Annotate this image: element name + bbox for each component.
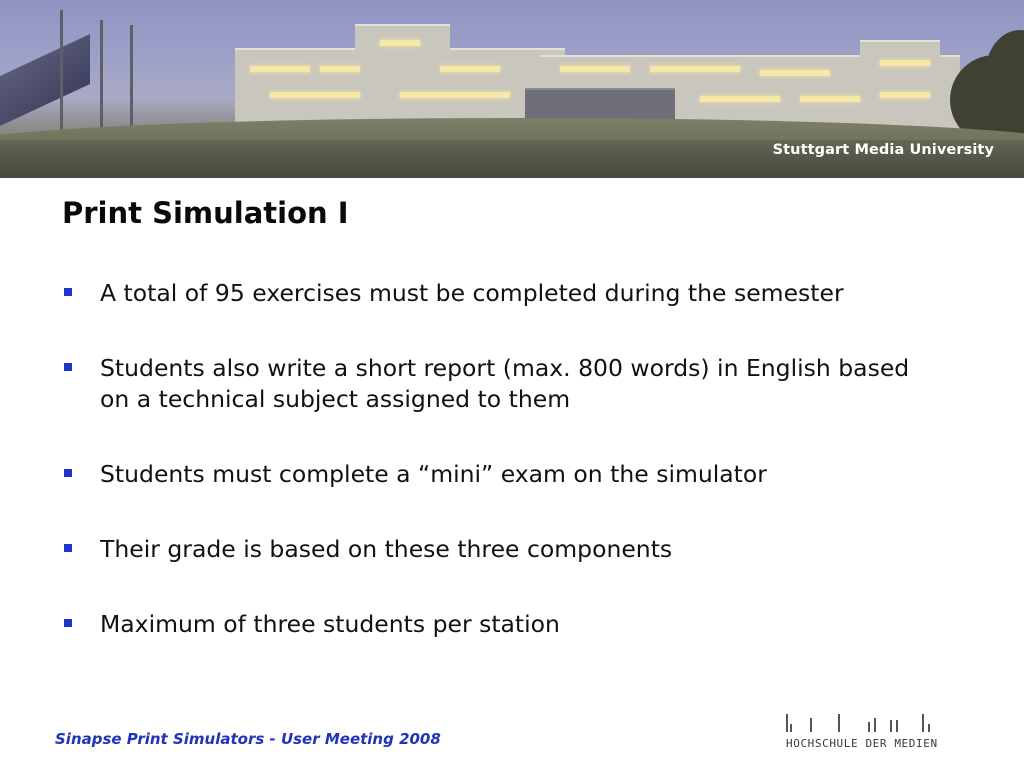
- bullet-text: A total of 95 exercises must be completed during the semester: [100, 279, 844, 307]
- banner-window-light: [440, 66, 500, 72]
- university-logo: [786, 712, 976, 752]
- banner-building: [860, 40, 940, 127]
- footer-event-title: Sinapse Print Simulators - User Meeting 2008: [55, 730, 441, 748]
- bullet-item: [62, 534, 942, 565]
- banner-window-light: [700, 96, 780, 102]
- logo-mark: [810, 718, 812, 732]
- banner-window-light: [560, 66, 630, 72]
- banner-window-light: [380, 40, 420, 46]
- banner-building: [235, 48, 565, 128]
- bullet-item: [62, 353, 942, 415]
- logo-marks: [786, 712, 976, 732]
- logo-mark: [786, 714, 788, 732]
- institution-name: Stuttgart Media University: [772, 142, 994, 158]
- square-bullet-icon: [64, 363, 72, 371]
- logo-mark: [838, 714, 840, 732]
- logo-mark: [922, 714, 924, 732]
- bullet-item: [62, 459, 942, 490]
- bullet-text: Maximum of three students per station: [100, 610, 560, 638]
- banner-window-light: [320, 66, 360, 72]
- square-bullet-icon: [64, 544, 72, 552]
- bullet-item: [62, 278, 942, 309]
- header-banner-photo: [0, 0, 1024, 178]
- banner-window-light: [880, 92, 930, 98]
- logo-mark: [896, 720, 898, 732]
- banner-window-light: [800, 96, 860, 102]
- banner-window-light: [880, 60, 930, 66]
- banner-ramp-shape: [0, 34, 90, 126]
- banner-tower-pole: [100, 20, 103, 130]
- square-bullet-icon: [64, 469, 72, 477]
- logo-mark: [890, 720, 892, 732]
- bullet-text: Students also write a short report (max. 800 words) in English based on a technical subject assigned to them: [100, 354, 910, 413]
- banner-window-light: [400, 92, 510, 98]
- banner-tower-pole: [130, 25, 133, 130]
- bullet-text: Their grade is based on these three components: [100, 535, 673, 563]
- banner-window-light: [650, 66, 740, 72]
- banner-window-light: [250, 66, 310, 72]
- square-bullet-icon: [64, 288, 72, 296]
- logo-wordmark: HOCHSCHULE DER MEDIEN: [786, 737, 938, 750]
- square-bullet-icon: [64, 619, 72, 627]
- banner-window-light: [760, 70, 830, 76]
- logo-mark: [874, 718, 876, 732]
- logo-mark: [790, 724, 792, 732]
- bullet-list: [62, 278, 942, 684]
- logo-mark: [928, 724, 930, 732]
- bullet-item: [62, 609, 942, 640]
- banner-tower-pole: [60, 10, 63, 130]
- slide-title: Print Simulation I: [62, 196, 349, 230]
- banner-window-light: [270, 92, 360, 98]
- bullet-text: Students must complete a “mini” exam on the simulator: [100, 460, 767, 488]
- logo-mark: [868, 722, 870, 732]
